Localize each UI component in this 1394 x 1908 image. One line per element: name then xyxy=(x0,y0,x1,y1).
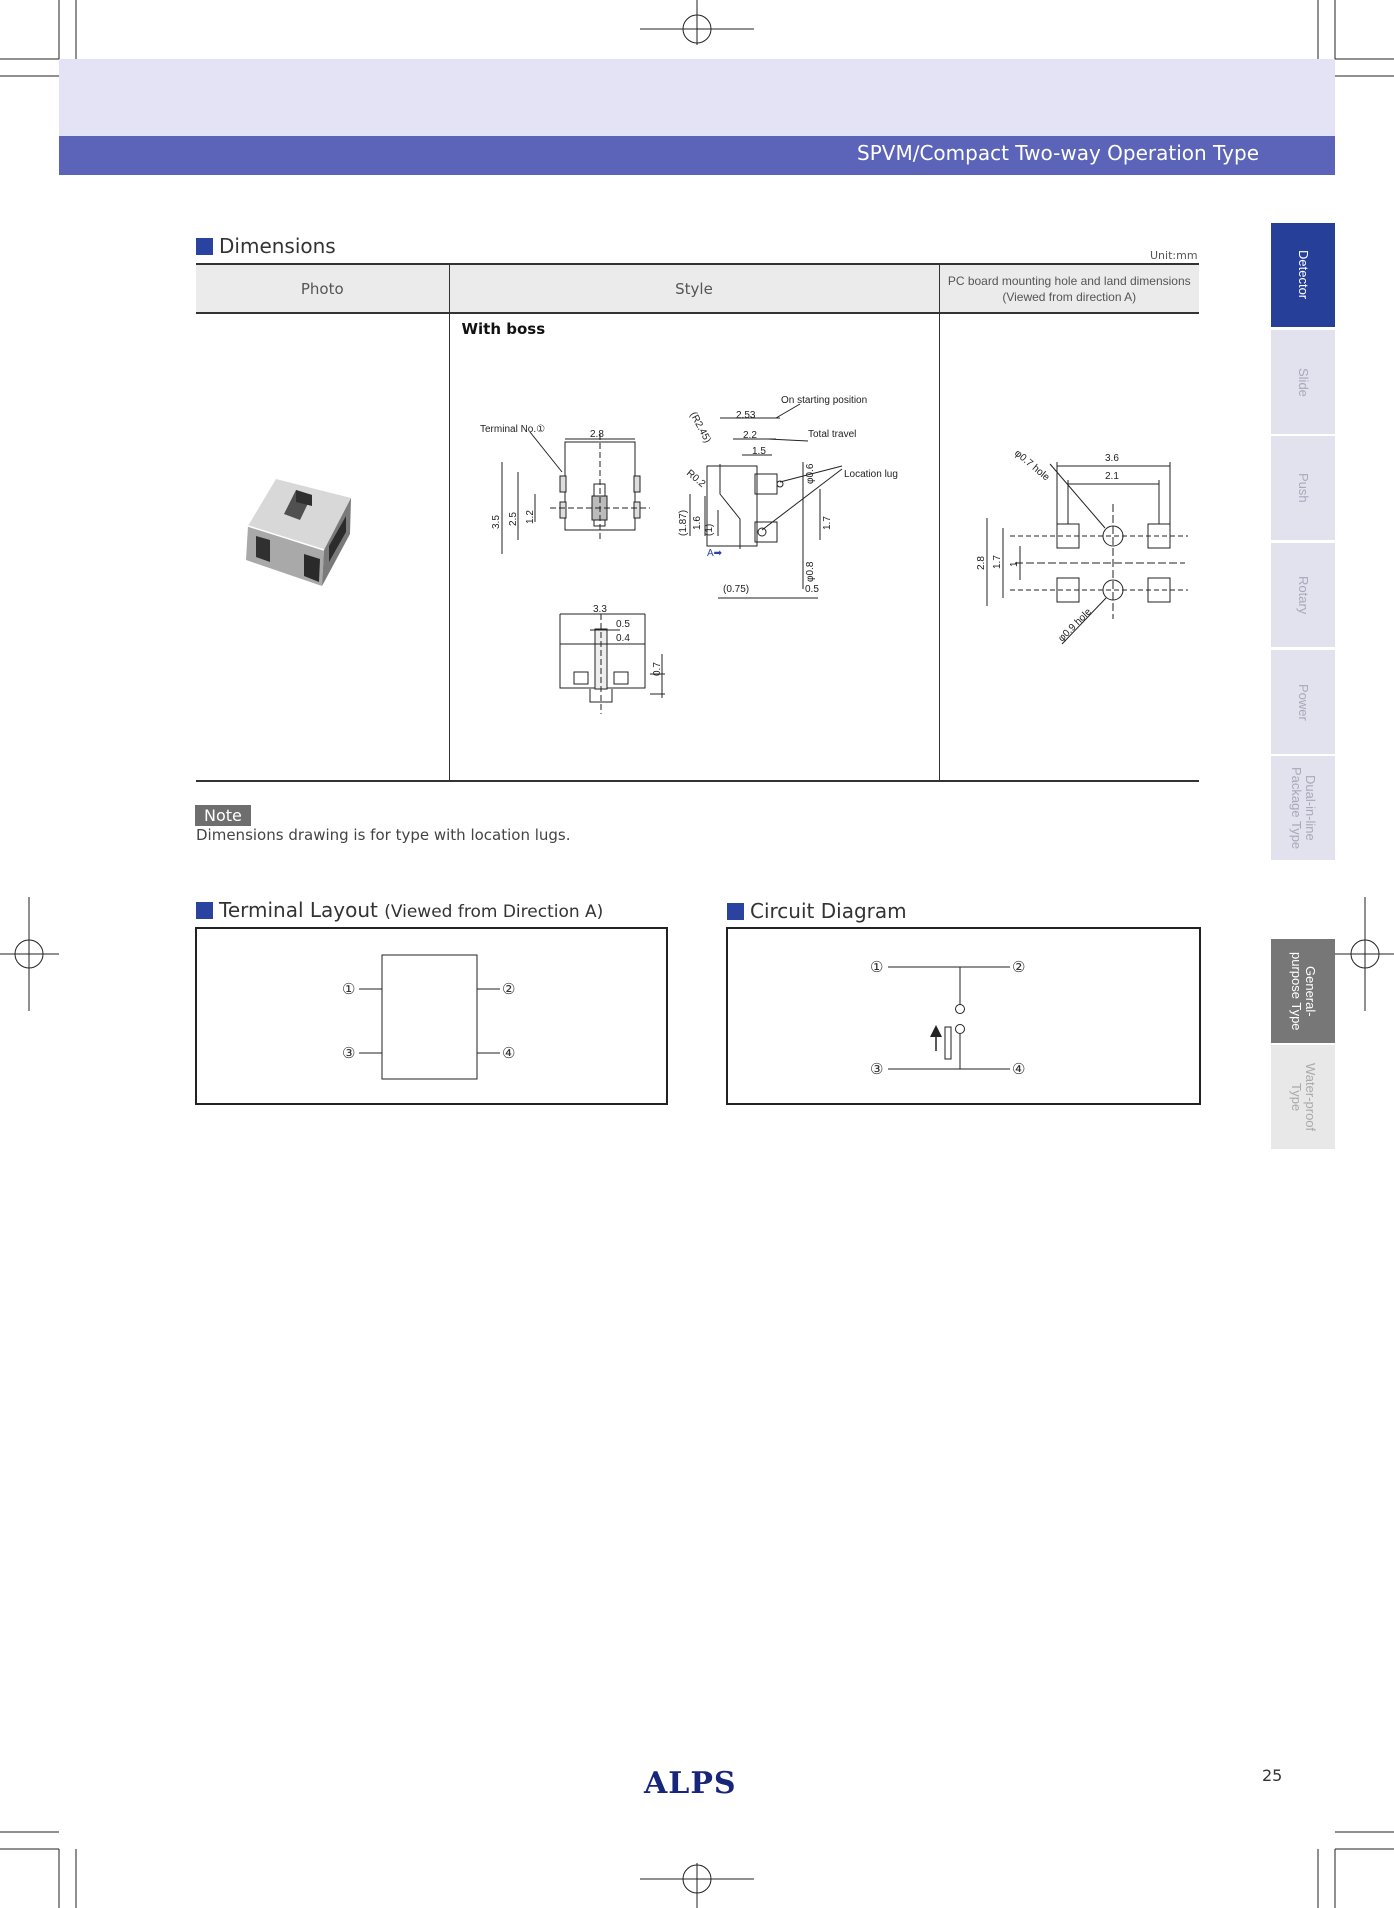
section-square-icon xyxy=(196,238,213,255)
label-d253: 2.53 xyxy=(735,410,755,421)
pcb-header-line1: PC board mounting hole and land dimensions xyxy=(947,273,1191,288)
terminal-pin-3: ③ xyxy=(342,1045,356,1062)
tab-dual-in-line-label: Dual-in-line Package Type xyxy=(1289,766,1318,850)
pcb-cell xyxy=(939,313,1199,781)
tab-rotary-label: Rotary xyxy=(1296,575,1311,615)
circuit-pin-3: ③ xyxy=(870,1061,884,1078)
label-d33: 3.3 xyxy=(592,604,607,615)
page-number: 25 xyxy=(1262,1766,1283,1785)
label-pcb-d1: 1 xyxy=(1008,561,1020,567)
terminal-layout-title: Terminal Layout xyxy=(219,898,378,922)
switch-photo xyxy=(196,314,449,780)
col-header-style: Style xyxy=(449,264,939,313)
label-dir-a: A➡ xyxy=(706,548,722,559)
label-d16: 1.6 xyxy=(691,516,703,530)
page-title: SPVM∕Compact Two-way Operation Type xyxy=(857,141,1259,165)
terminal-layout-heading xyxy=(196,898,603,922)
circuit-pin-2: ② xyxy=(1012,959,1026,976)
label-d25: 2.5 xyxy=(507,512,519,526)
unit-label: Unit:mm xyxy=(1150,249,1198,262)
dimension-drawing xyxy=(450,314,940,780)
pcb-land-drawing xyxy=(940,314,1200,780)
label-pcb-d28: 2.8 xyxy=(975,556,987,570)
tab-power[interactable] xyxy=(1271,650,1335,754)
dimensions-heading xyxy=(196,234,336,258)
label-hole07: φ0.7 hole xyxy=(1011,447,1051,484)
tab-slide[interactable] xyxy=(1271,330,1335,434)
label-hole09: φ0.9 hole xyxy=(1055,606,1094,645)
terminal-pin-2: ② xyxy=(502,981,516,998)
section-square-icon xyxy=(727,903,744,920)
dimensions-title: Dimensions xyxy=(219,234,336,258)
label-total-travel: Total travel xyxy=(807,429,856,440)
label-d17: 1.7 xyxy=(821,516,833,530)
tab-detector[interactable] xyxy=(1271,223,1335,327)
circuit-pin-4: ④ xyxy=(1012,1061,1026,1078)
label-d075: (0.75) xyxy=(722,584,749,595)
label-r02: R0.2 xyxy=(683,467,707,490)
circuit-heading xyxy=(727,899,907,923)
label-d187: (1.87) xyxy=(677,509,689,536)
label-d12: 1.2 xyxy=(524,510,536,524)
label-p08: φ0.8 xyxy=(804,561,816,582)
tab-push-label: Push xyxy=(1296,473,1311,503)
circuit-diagram xyxy=(728,929,1199,1103)
label-pcb-d21: 2.1 xyxy=(1104,471,1119,482)
circuit-title: Circuit Diagram xyxy=(750,899,907,923)
tab-water-proof[interactable] xyxy=(1271,1045,1335,1149)
photo-cell xyxy=(196,313,449,781)
label-d28: 2.8 xyxy=(589,429,604,440)
tab-push[interactable] xyxy=(1271,436,1335,540)
style-label: With boss xyxy=(461,320,546,338)
tab-general-purpose[interactable] xyxy=(1271,939,1335,1043)
col-header-photo: Photo xyxy=(196,264,449,313)
terminal-layout-subtitle: (Viewed from Direction A) xyxy=(384,902,604,922)
terminal-layout-box xyxy=(195,927,668,1105)
tab-detector-label: Detector xyxy=(1296,250,1311,300)
label-terminal: Terminal No.① xyxy=(479,424,545,435)
header-band xyxy=(59,59,1335,136)
tab-power-label: Power xyxy=(1296,683,1311,721)
terminal-layout-diagram xyxy=(197,929,666,1103)
label-on-start: On starting position xyxy=(780,395,867,406)
tab-dual-in-line[interactable] xyxy=(1271,756,1335,860)
tab-water-proof-label: Water-proof Type xyxy=(1289,1062,1318,1132)
col-header-pcb xyxy=(939,264,1199,313)
label-d07: 0.7 xyxy=(651,662,663,676)
label-d04: 0.4 xyxy=(615,633,630,644)
circuit-box xyxy=(726,927,1201,1105)
circuit-pin-1: ① xyxy=(870,959,884,976)
label-d35: 3.5 xyxy=(490,515,502,529)
label-location-lug: Location lug xyxy=(843,469,898,480)
tab-general-purpose-label: General- purpose Type xyxy=(1289,951,1318,1031)
note-badge: Note xyxy=(195,805,251,826)
label-d15: 1.5 xyxy=(751,446,766,457)
label-p06: φ0.6 xyxy=(804,463,816,484)
label-d22: 2.2 xyxy=(742,430,757,441)
section-square-icon xyxy=(196,902,213,919)
label-d05b: 0.5 xyxy=(615,619,630,630)
label-d05: 0.5 xyxy=(804,584,819,595)
label-d1p: (1) xyxy=(703,523,715,536)
tab-rotary[interactable] xyxy=(1271,543,1335,647)
style-cell xyxy=(449,313,939,781)
label-pcb-d17: 1.7 xyxy=(991,555,1003,569)
label-pcb-d36: 3.6 xyxy=(1104,453,1119,464)
dimensions-table xyxy=(196,263,1199,782)
note-text: Dimensions drawing is for type with location lugs. xyxy=(196,826,571,844)
alps-logo: ALPS xyxy=(644,1766,737,1801)
pcb-header-line2: (Viewed from direction A) xyxy=(1002,289,1137,304)
terminal-pin-1: ① xyxy=(342,981,356,998)
terminal-pin-4: ④ xyxy=(502,1045,516,1062)
label-r245: (R2.45) xyxy=(686,410,713,445)
tab-slide-label: Slide xyxy=(1296,367,1311,397)
